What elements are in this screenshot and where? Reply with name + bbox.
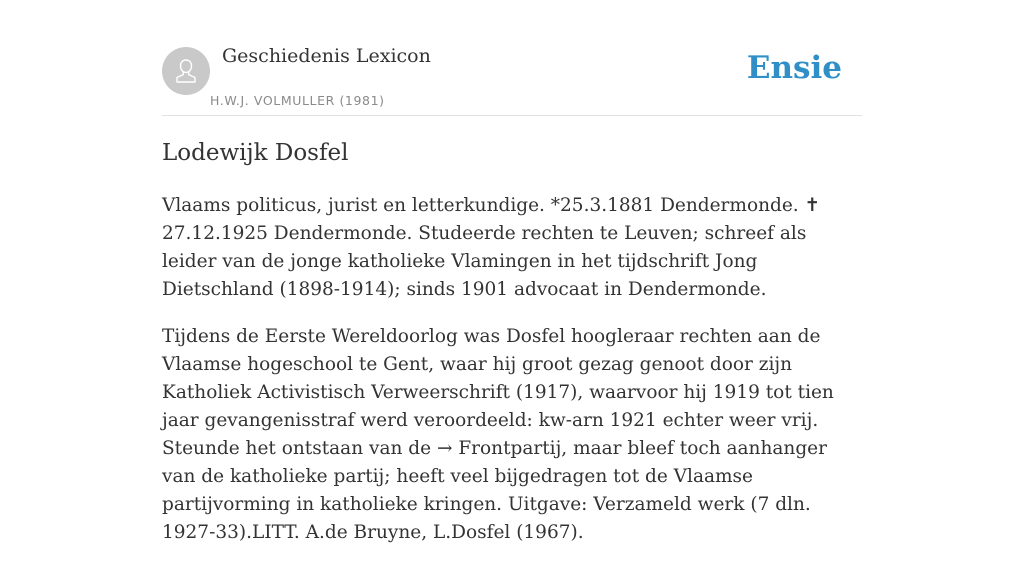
user-avatar-icon[interactable] [162, 47, 210, 95]
header [162, 0, 862, 116]
book-author[interactable]: H.W.J. VOLMULLER (1981) [210, 93, 385, 108]
article-body [162, 192, 862, 566]
article-container [162, 0, 862, 543]
article-title: Lodewijk Dosfel [162, 140, 349, 166]
book-title[interactable]: Geschiedenis Lexicon [222, 45, 431, 67]
person-outline-icon [171, 56, 201, 86]
article-paragraph: Tijdens de Eerste Wereldoorlog was Dosfel hoogleraar rechten aan de Vlaamse hogeschool te Gent, waar hij groot gezag genoot door zijn Katholiek Activistisch Verweerschrift (1917), waarvoor hij 1919 tot tien jaar gevangenisstraf werd veroordeeld: kw-arn 1921 echter weer vrij. Steunde het ontstaan van de → Frontpartij, maar bleef toch aanhanger van de katholieke partij; heeft veel bijgedragen tot de Vlaamse partijvorming in katholieke kringen. Uitgave: Verzameld werk (7 dln. 1927-33).LITT. A.de Bruyne, L.Dosfel (1967). [162, 326, 834, 543]
article-paragraph: Vlaams politicus, jurist en letterkundige. *25.3.1881 Dendermonde. ✝ 27.12.1925 Dendermonde. Studeerde rechten te Leuven; schreef als leider van de jonge katholieke Vlamingen in het tijdschrift Jong Dietschland (1898-1914); sinds 1901 advocaat in Dendermonde. [162, 195, 821, 300]
ensie-logo[interactable]: Ensie [746, 50, 842, 86]
